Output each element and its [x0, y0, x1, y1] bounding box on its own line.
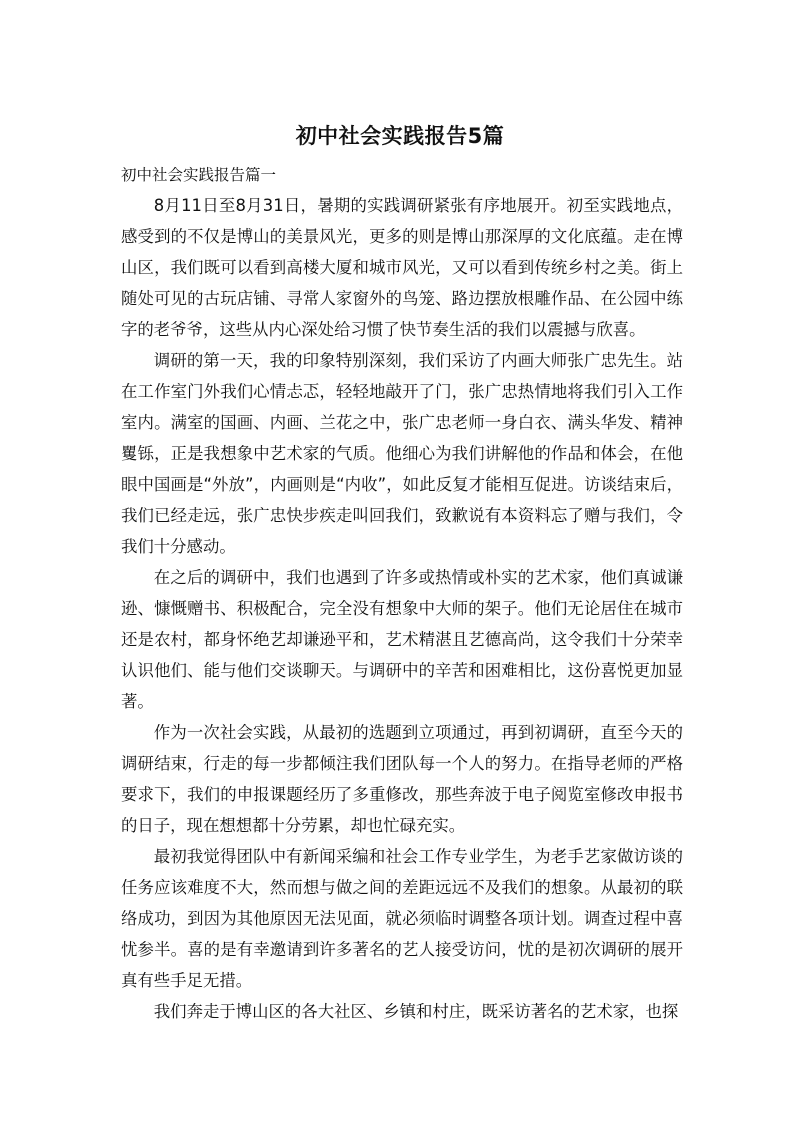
paragraph-6: 我们奔走于博山区的各大社区、乡镇和村庄，既采访著名的艺术家，也探: [153, 1002, 679, 1021]
paragraph-2: 调研的第一天，我的印象特别深刻，我们采访了内画大师张广忠先生。站在工作室门外我们心情忐忑，轻轻地敲开了门，张广忠热情地将我们引入工作室内。满室的国画、内画、兰花之中，张广忠老师一身白衣、满头华发、精神矍铄，正是我想象中艺术家的气质。他细心为我们讲解他的作品和体会，在他眼中国画是“外放”，内画则是“内收”，如此反复才能相互促进。访谈结束后，我们已经走远，张广忠快步疾走叫回我们，致歉说有本资料忘了赠与我们，令我们十分感动。: [121, 351, 683, 556]
document-title: 初中社会实践报告5篇: [295, 124, 505, 148]
paragraph-3: 在之后的调研中，我们也遇到了许多或热情或朴实的艺术家，他们真诚谦逊、慷慨赠书、积极配合，完全没有想象中大师的架子。他们无论居住在城市还是农村，都身怀绝艺却谦逊平和，艺术精湛且艺德高尚，这令我们十分荣幸认识他们、能与他们交谈聊天。与调研中的辛苦和困难相比，这份喜悦更加显著。: [121, 568, 683, 711]
section-heading: 初中社会实践报告篇一: [121, 166, 277, 184]
paragraph-5: 最初我觉得团队中有新闻采编和社会工作专业学生，为老手艺家做访谈的任务应该难度不大，然而想与做之间的差距远远不及我们的想象。从最初的联络成功，到因为其他原因无法见面，就必须临时调整各项计划。调查过程中喜忧参半。喜的是有幸邀请到许多著名的艺人接受访问，忧的是初次调研的展开真有些手足无措。: [121, 847, 683, 990]
paragraph-1: 8月11日至8月31日，暑期的实践调研紧张有序地展开。初至实践地点，感受到的不仅是博山的美景风光，更多的则是博山那深厚的文化底蕴。走在博山区，我们既可以看到高楼大厦和城市风光，又可以看到传统乡村之美。街上随处可见的古玩店铺、寻常人家窗外的鸟笼、路边摆放根雕作品、在公园中练字的老爷爷，这些从内心深处给习惯了快节奏生活的我们以震撼与欣喜。: [121, 196, 683, 339]
document-body: [121, 190, 683, 1027]
paragraph-4: 作为一次社会实践，从最初的选题到立项通过，再到初调研，直至今天的调研结束，行走的每一步都倾注我们团队每一个人的努力。在指导老师的严格要求下，我们的申报课题经历了多重修改，那些奔波于电子阅览室修改申报书的日子，现在想想都十分劳累，却也忙碌充实。: [121, 723, 683, 835]
